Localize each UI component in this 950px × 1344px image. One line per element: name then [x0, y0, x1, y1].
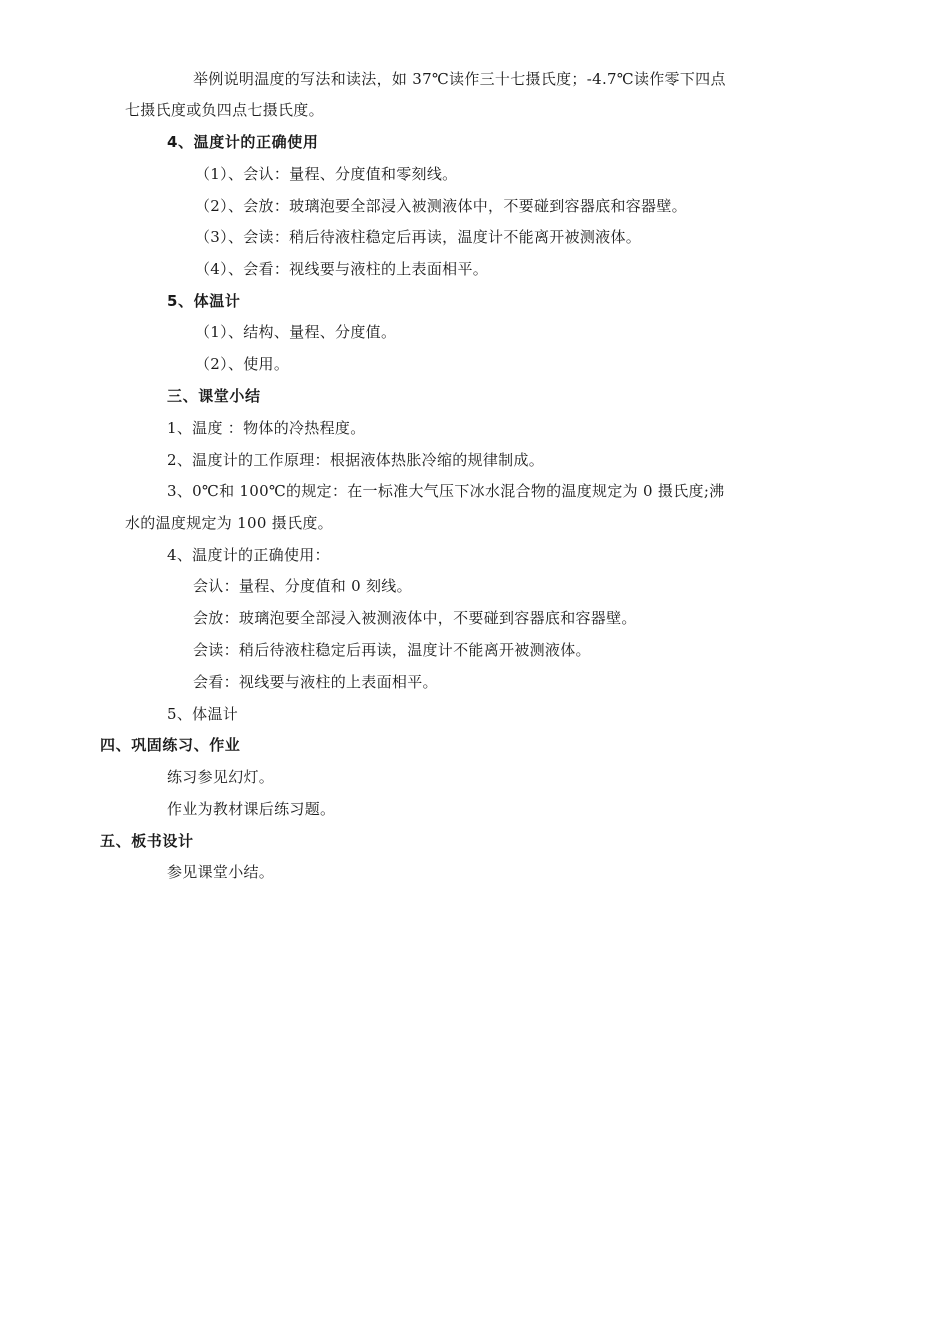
summary-heading: 三、课堂小结: [167, 387, 261, 405]
intro-line-2: 七摄氏度或负四点七摄氏度。: [125, 101, 324, 119]
summary-item-4-sub-2: 会放：玻璃泡要全部浸入被测液体中，不要碰到容器底和容器壁。: [193, 609, 637, 627]
summary-item-4: 4、温度计的正确使用：: [167, 546, 330, 564]
summary-item-5: 5、体温计: [167, 705, 239, 723]
summary-item-2: 2、温度计的工作原理：根据液体热胀冷缩的规律制成。: [167, 451, 545, 469]
summary-item-4-sub-4: 会看：视线要与液柱的上表面相平。: [193, 673, 438, 691]
summary-item-4-sub-1: 会认：量程、分度值和 0 刻线。: [193, 577, 412, 595]
practice-heading: 四、巩固练习、作业: [100, 736, 241, 754]
summary-item-3-line-1: 3、0℃和 100℃的规定：在一标准大气压下冰水混合物的温度规定为 0 摄氏度;沸: [167, 482, 725, 500]
practice-line-2: 作业为教材课后练习题。: [167, 800, 336, 818]
thermometer-use-item-3: （3）、会读：稍后待液柱稳定后再读，温度计不能离开被测液体。: [195, 228, 642, 246]
practice-line-1: 练习参见幻灯。: [167, 768, 275, 786]
thermometer-use-item-1: （1）、会认：量程、分度值和零刻线。: [195, 165, 458, 183]
summary-item-4-sub-3: 会读：稍后待液柱稳定后再读，温度计不能离开被测液体。: [193, 641, 591, 659]
board-heading: 五、板书设计: [100, 832, 194, 850]
thermometer-use-item-2: （2）、会放：玻璃泡要全部浸入被测液体中，不要碰到容器底和容器壁。: [195, 197, 687, 215]
thermometer-use-heading: 4、温度计的正确使用: [167, 133, 319, 151]
board-line-1: 参见课堂小结。: [167, 863, 275, 881]
thermometer-use-item-4: （4）、会看：视线要与液柱的上表面相平。: [195, 260, 489, 278]
summary-item-3-line-2: 水的温度规定为 100 摄氏度。: [125, 514, 333, 532]
body-thermometer-item-1: （1）、结构、量程、分度值。: [195, 323, 397, 341]
body-thermometer-heading: 5、体温计: [167, 292, 241, 310]
intro-line-1: 举例说明温度的写法和读法，如 37℃读作三十七摄氏度；-4.7℃读作零下四点: [193, 70, 726, 88]
summary-item-1: 1、温度 ：物体的冷热程度。: [167, 419, 366, 437]
body-thermometer-item-2: （2）、使用。: [195, 355, 290, 373]
